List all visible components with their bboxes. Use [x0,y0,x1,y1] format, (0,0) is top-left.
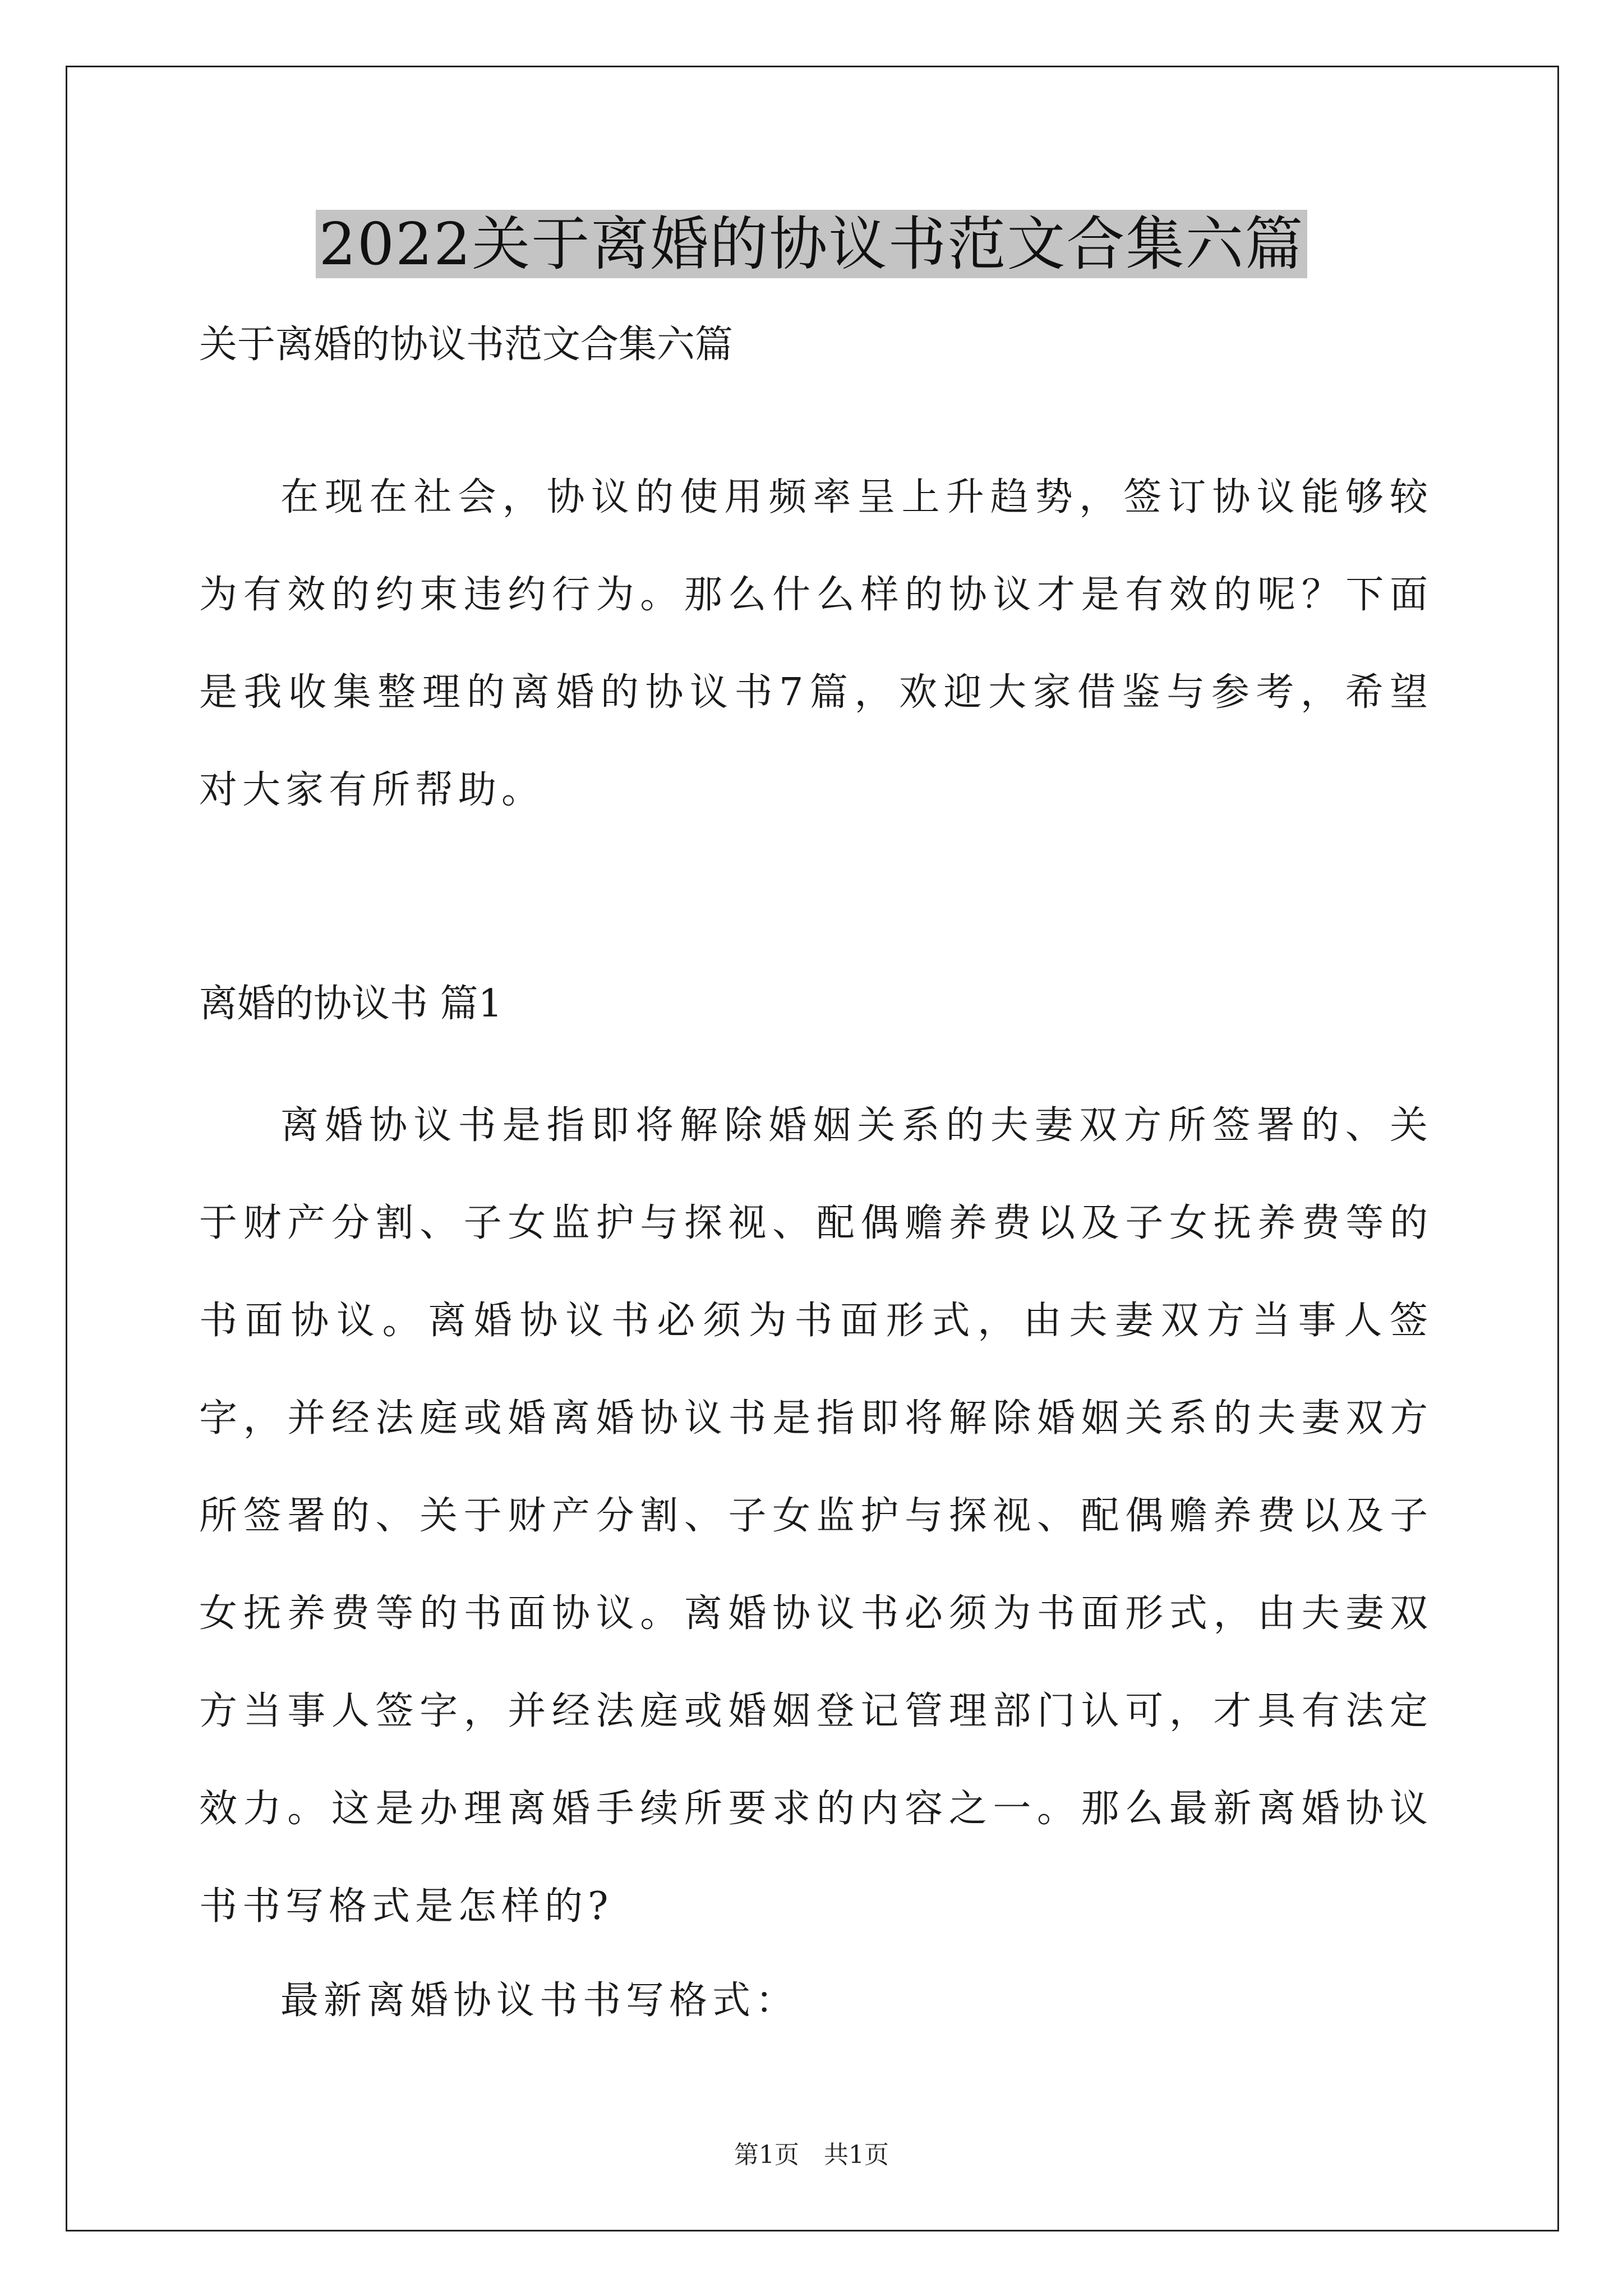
document-title [0,202,1623,286]
intro-paragraph: 在现在社会，协议的使用频率呈上升趋势，签订协议能够较为有效的约束违约行为。那么什么样的协议才是有效的呢？下面是我收集整理的离婚的协议书7篇，欢迎大家借鉴与参考，希望对大家有所帮助。 [199,475,1433,812]
intro-paragraph-block [199,449,1433,839]
format-heading-block [199,1952,1433,2050]
document-subtitle: 关于离婚的协议书范文合集六篇 [199,323,734,367]
page-footer: 第1页 共1页 [734,2141,889,2169]
section-heading: 离婚的协议书 篇1 [199,982,502,1026]
section-paragraph: 离婚协议书是指即将解除婚姻关系的夫妻双方所签署的、关于财产分割、子女监护与探视、配偶赡养费以及子女抚养费等的书面协议。离婚协议书必须为书面形式，由夫妻双方当事人签字，并经法庭或婚离婚协议书是指即将解除婚姻关系的夫妻双方所签署的、关于财产分割、子女监护与探视、配偶赡养费以及子女抚养费等的书面协议。离婚协议书必须为书面形式，由夫妻双方当事人签字，并经法庭或婚姻登记管理部门认可，才具有法定效力。这是办理离婚手续所要求的内容之一。那么最新离婚协议书书写格式是怎样的? [199,1103,1433,1929]
section-body-block [199,1077,1433,1955]
title-text: 2022关于离婚的协议书范文合集六篇 [316,210,1308,278]
format-heading: 最新离婚协议书书写格式： [280,1978,799,2023]
